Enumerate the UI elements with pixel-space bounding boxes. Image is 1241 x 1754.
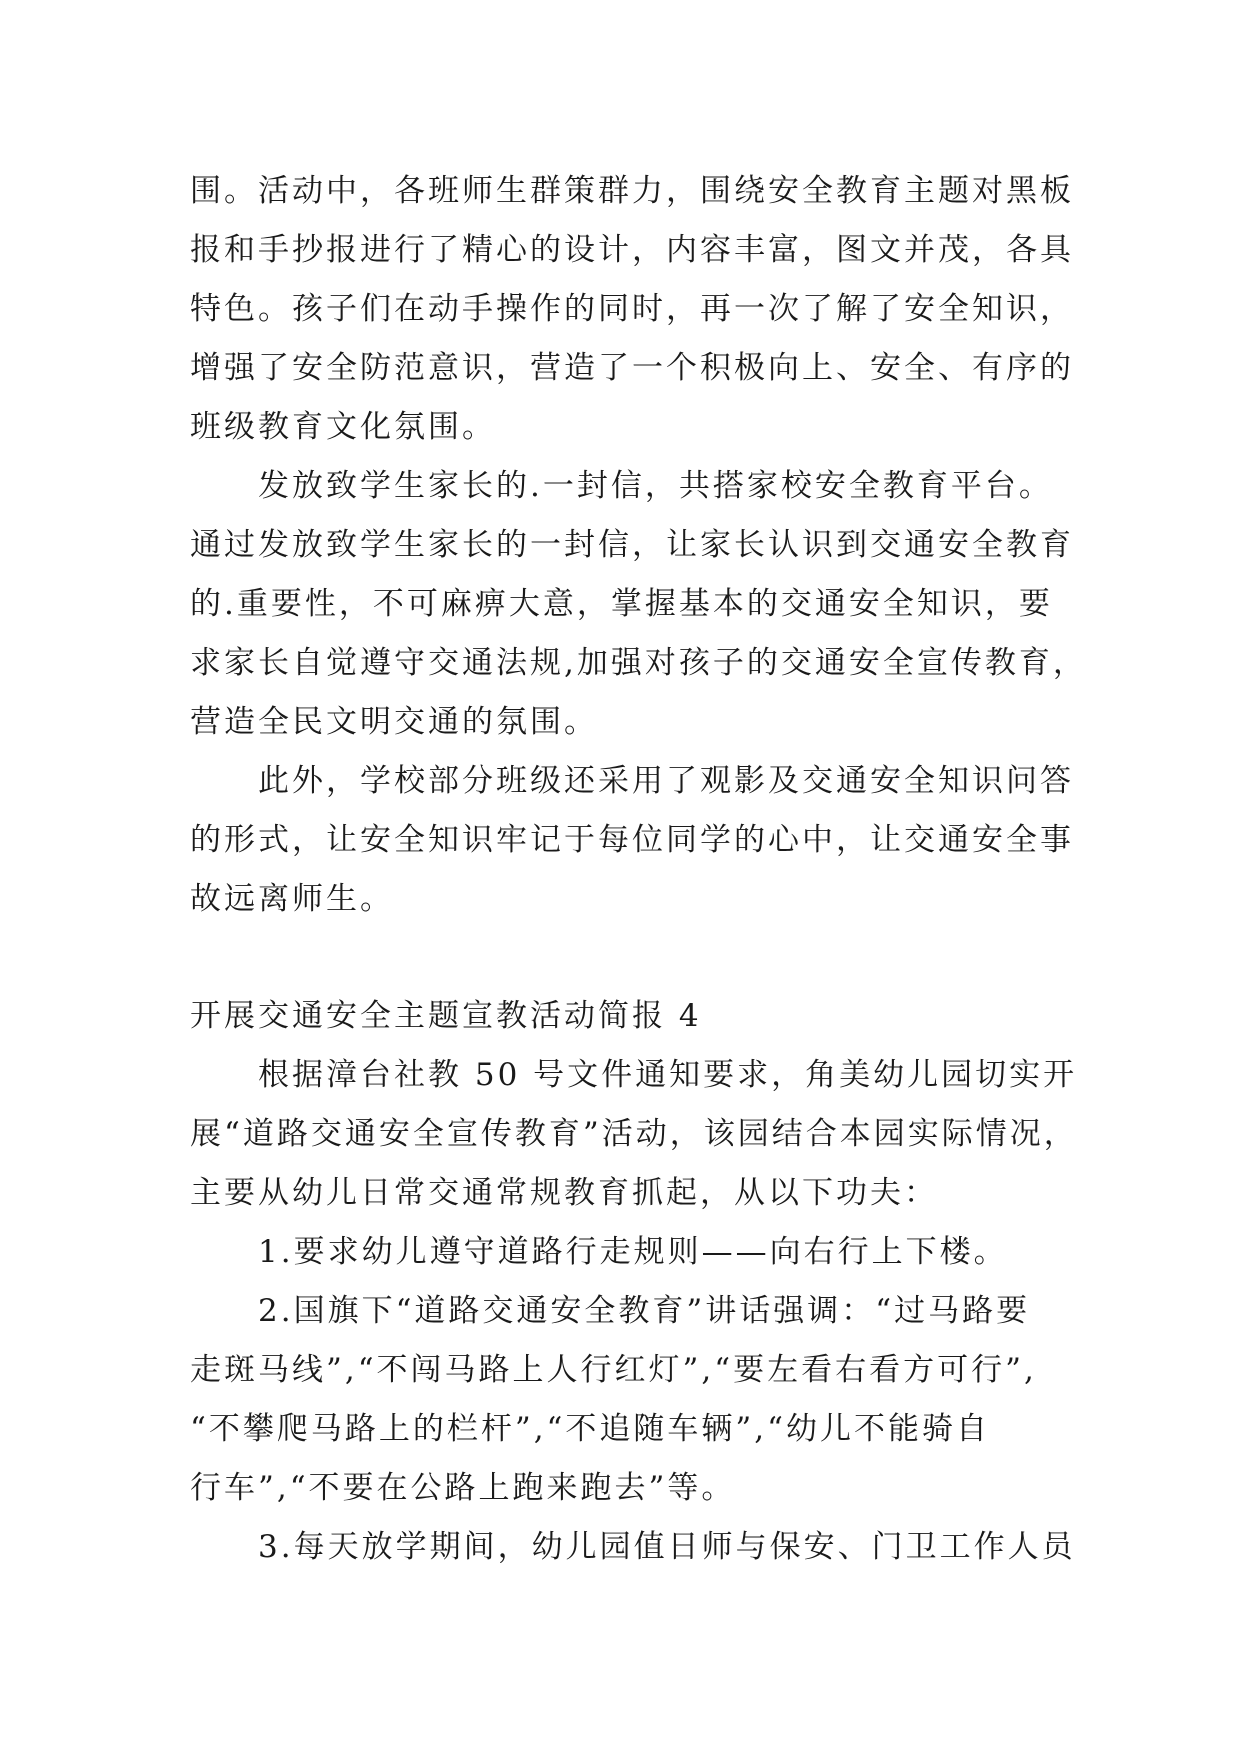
- text-line: 通过发放致学生家长的一封信，让家长认识到交通安全教育: [190, 527, 1074, 563]
- text-line: 增强了安全防范意识，营造了一个积极向上、安全、有序的: [190, 350, 1074, 386]
- text-line: 行车”,“不要在公路上跑来跑去”等。: [190, 1470, 736, 1506]
- text-line: 营造全民文明交通的氛围。: [190, 704, 598, 740]
- text-line: 求家长自觉遵守交通法规,加强对孩子的交通安全宣传教育，: [190, 645, 1087, 681]
- document-page: [190, 162, 1087, 1577]
- text-line: 3.每天放学期间，幼儿园值日师与保安、门卫工作人员: [258, 1529, 1076, 1565]
- text-line: 的.重要性，不可麻痹大意，掌握基本的交通安全知识，要: [190, 586, 1053, 622]
- text-line: 的形式，让安全知识牢记于每位同学的心中，让交通安全事: [190, 822, 1074, 858]
- text-line: 此外，学校部分班级还采用了观影及交通安全知识问答: [258, 763, 1074, 799]
- text-line: 主要从幼儿日常交通常规教育抓起，从以下功夫：: [190, 1175, 938, 1211]
- paragraph-notice-requirements: [190, 1046, 1078, 1223]
- text-line: 1.要求幼儿遵守道路行走规则——向右行上下楼。: [258, 1234, 1008, 1270]
- section-heading: 开展交通安全主题宣教活动简报 4: [190, 998, 702, 1034]
- text-line: 展“道路交通安全宣传教育”活动，该园结合本园实际情况，: [190, 1116, 1078, 1152]
- list-item-2: [190, 1282, 1070, 1518]
- paragraph-parent-letter: [190, 457, 1087, 752]
- text-line: 班级教育文化氛围。: [190, 409, 496, 445]
- text-line: 根据漳台社教 50 号文件通知要求，角美幼儿园切实开: [258, 1057, 1078, 1093]
- text-line: 2.国旗下“道路交通安全教育”讲话强调：“过马路要: [258, 1293, 1031, 1329]
- text-line: 特色。孩子们在动手操作的同时，再一次了解了安全知识，: [190, 291, 1074, 327]
- text-line: 走斑马线”,“不闯马路上人行红灯”,“要左看右看方可行”,: [190, 1352, 1037, 1388]
- text-line: “不攀爬马路上的栏杆”,“不追随车辆”,“幼儿不能骑自: [190, 1411, 990, 1447]
- list-item-1: [190, 1223, 1070, 1282]
- text-line: 报和手抄报进行了精心的设计，内容丰富，图文并茂，各具: [190, 232, 1074, 268]
- section-gap: [190, 929, 1070, 987]
- text-line: 发放致学生家长的.一封信，共搭家校安全教育平台。: [258, 468, 1053, 504]
- paragraph-class-activities: [190, 162, 1074, 457]
- text-line: 围。活动中，各班师生群策群力，围绕安全教育主题对黑板: [190, 173, 1074, 209]
- text-line: 故远离师生。: [190, 881, 394, 917]
- paragraph-film-quiz: [190, 752, 1074, 929]
- list-item-3: [190, 1518, 1076, 1577]
